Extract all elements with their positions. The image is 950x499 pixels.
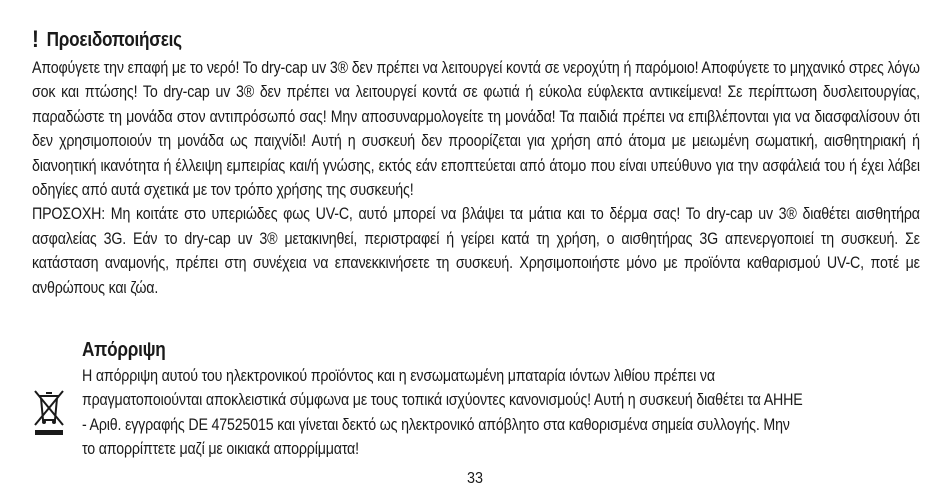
disposal-body: Η απόρριψη αυτού του ηλεκτρονικού προϊόντος και η ενσωματωμένη μπαταρία ιόντων λιθίου πρέπει να πραγματοποιούνται αποκλειστικά σύμφωνα με τους τοπικά ισχύοντες κανονισμούς! Αυτή η συσκευή διαθέτει τα ΑΗΗΕ - Αριθ. εγγραφής DE 47525015 και γίνεται δεκτό ως ηλεκτρονικό απόβλητο στα καθορισμένα σημεία συλλογής. Μην το απορρίπτετε μαζί με οικιακά απορρίμματα! [82,367,803,459]
warnings-paragraph-1: Αποφύγετε την επαφή με το νερό! Το dry-cap uv 3® δεν πρέπει να λειτουργεί κοντά σε νεροχύτη ή παρόμοιο! Αποφύγετε το μηχανικό στρες λόγω σοκ και πτώσης! Το dry-cap uv 3® δεν πρέπει να λειτουργεί κοντά σε φωτιά ή εύκολα εύφλεκτα αντικείμενα! Σε περίπτωση δυσλειτουργίας, παραδώστε τη μονάδα στον αντιπρόσωπό σας! Μην αποσυναρμολογείτε τη μονάδα! Τα παιδιά πρέπει να επιβλέπονται για να διασφαλίσουν ότι δεν χρησιμοποιούν τη μονάδα ως παιχνίδι! Αυτή η συσκευή δεν προορίζεται για χρήση από άτομα με μειωμένη σωματική, αισθητηριακή ή διανοητική ικανότητα ή έλλειψη εμπειρίας και/ή γνώσης, εκτός εάν εποπτεύεται από άτομο που είναι υπεύθυνο για την ασφάλειά του ή έχει λάβει οδηγίες από αυτά σχετικά με τον τρόπο χρήσης της συσκευής! [32,59,920,200]
warnings-paragraph-2: ΠΡΟΣΟΧΗ: Μη κοιτάτε στο υπεριώδες φως UV-C, αυτό μπορεί να βλάψει τα μάτια και το δέρμα σας! Το dry-cap uv 3® διαθέτει αισθητήρα ασφαλείας 3G. Εάν το dry-cap uv 3® μετακινηθεί, περιστραφεί ή γείρει κατά τη χρήση, ο αισθητήρας 3G απενεργοποιεί τη συσκευή. Σε κατάσταση αναμονής, πρέπει στη συνέχεια να επανεκκινήσετε τη συσκευή. Χρησιμοποιήστε μόνο με προϊόντα καθαρισμού UV-C, ποτέ με ανθρώπους και ζώα. [32,205,920,297]
warnings-section [32,26,920,300]
disposal-heading [82,336,803,364]
page-number: 33 [466,470,484,487]
crossed-out-bin-icon [32,388,66,438]
warnings-heading [32,26,796,54]
warnings-title: Προειδοποιήσεις [46,29,182,51]
warnings-body [32,56,920,300]
disposal-title: Απόρριψη [82,339,166,361]
disposal-section [32,336,920,462]
exclamation-icon: ! [32,26,39,53]
